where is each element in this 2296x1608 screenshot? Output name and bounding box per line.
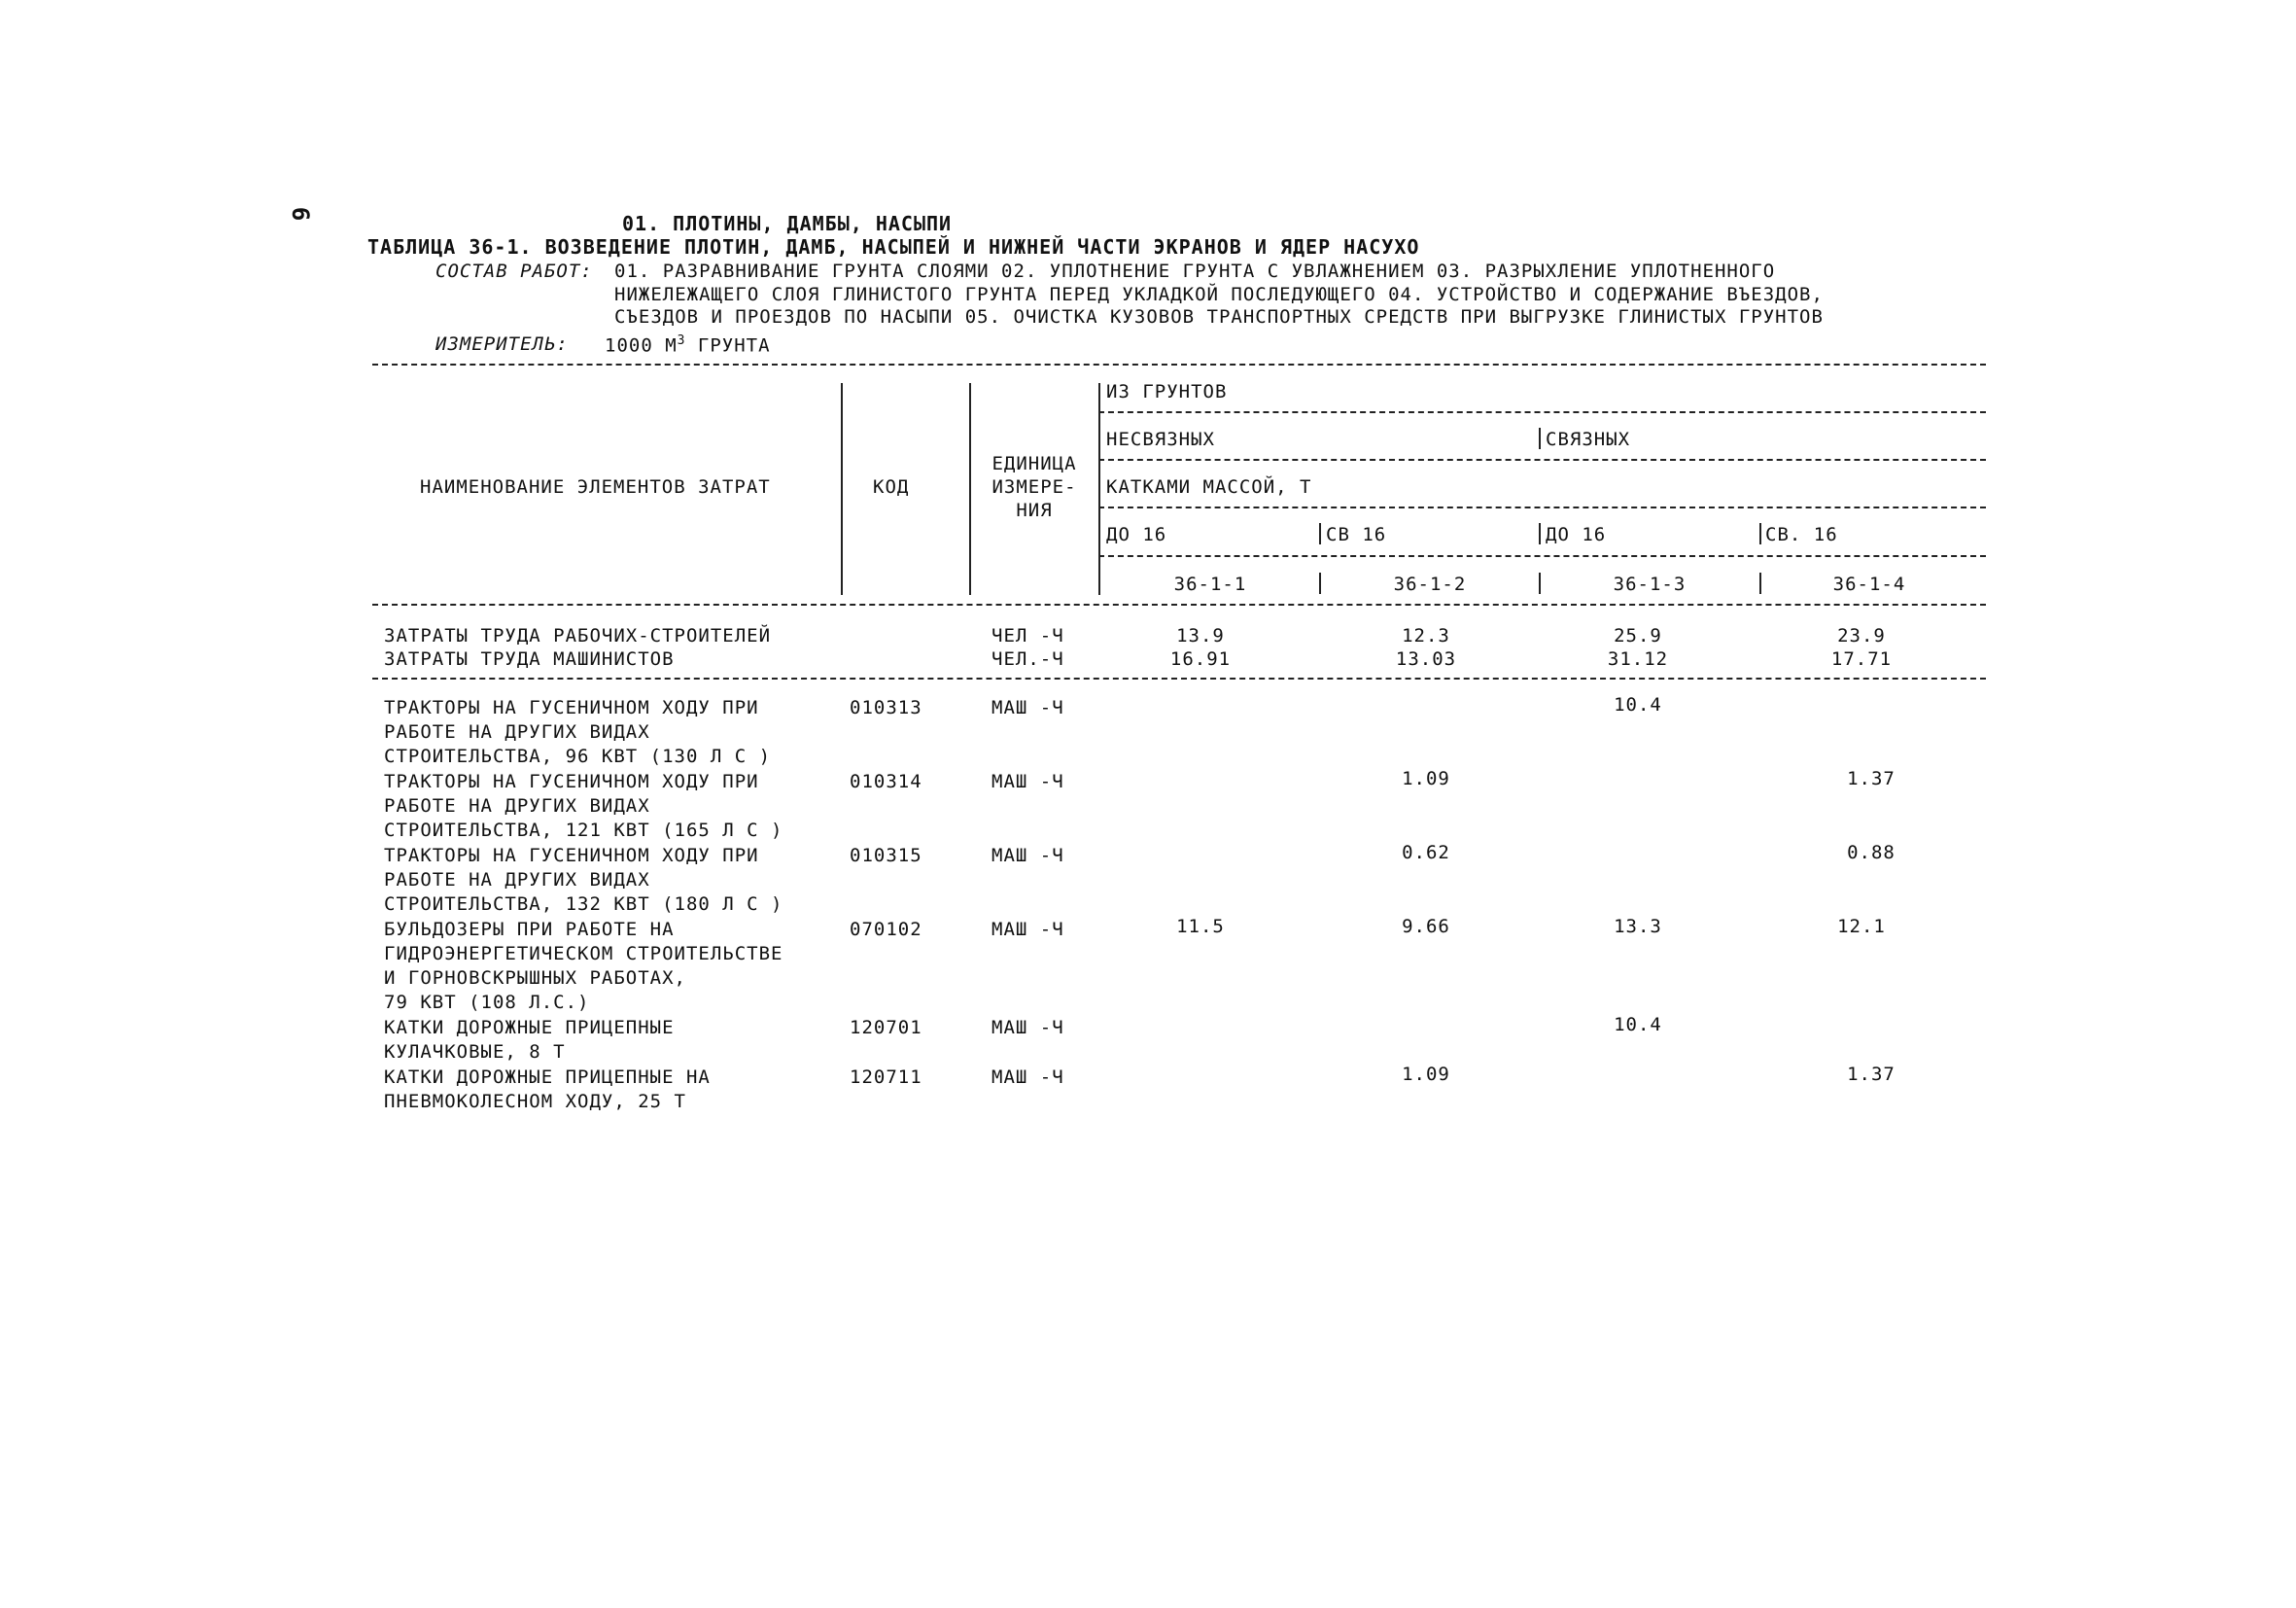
composition-line-1: 01. РАЗРАВНИВАНИЕ ГРУНТА СЛОЯМИ 02. УПЛОТНЕНИЕ ГРУНТА С УВЛАЖНЕНИЕМ 03. РАЗРЫХЛЕНИЕ УПЛОТНЕННОГО <box>614 261 1776 282</box>
machine-value: 10.4 <box>1614 1014 1662 1035</box>
machine-name-line: 79 КВТ (108 Л.С.) <box>384 992 590 1013</box>
header-rollers: КАТКАМИ МАССОЙ, Т <box>1106 476 1312 498</box>
header-bottom-rule <box>372 604 1986 606</box>
composition-label: СОСТАВ РАБОТ: <box>435 261 593 282</box>
machine-name-line: КАТКИ ДОРОЖНЫЕ ПРИЦЕПНЫЕ <box>384 1017 675 1038</box>
machine-code: 070102 <box>850 919 922 940</box>
labor-row-value: 13.9 <box>1176 625 1225 647</box>
code-divider-col4 <box>1759 573 1761 594</box>
header-mass-range-3: ДО 16 <box>1546 524 1607 545</box>
header-code-column: КОД <box>873 476 910 498</box>
machine-value: 12.1 <box>1837 916 1886 937</box>
header-divider-col4 <box>1759 523 1761 544</box>
labor-row-unit: ЧЕЛ -Ч <box>991 625 1064 647</box>
machine-name-line: БУЛЬДОЗЕРЫ ПРИ РАБОТЕ НА <box>384 919 675 940</box>
labor-row-value: 31.12 <box>1607 648 1669 670</box>
labor-row-name: ЗАТРАТЫ ТРУДА МАШИНИСТОВ <box>384 648 675 670</box>
machine-name-line: ПНЕВМОКОЛЕСНОМ ХОДУ, 25 Т <box>384 1091 686 1112</box>
machine-value: 1.09 <box>1402 768 1450 789</box>
measure-label: ИЗМЕРИТЕЛЬ: <box>435 333 569 355</box>
machine-code: 010315 <box>850 845 922 866</box>
machine-name-line: ГИДРОЭНЕРГЕТИЧЕСКОМ СТРОИТЕЛЬСТВЕ <box>384 943 783 964</box>
header-mass-range-1: ДО 16 <box>1106 524 1167 545</box>
machine-name-line: ТРАКТОРЫ НА ГУСЕНИЧНОМ ХОДУ ПРИ <box>384 771 759 792</box>
machine-value: 1.09 <box>1402 1064 1450 1085</box>
code-divider-col2 <box>1319 573 1321 594</box>
labor-row-unit: ЧЕЛ.-Ч <box>991 648 1064 670</box>
header-unit-line-2: ИЗМЕРЕ- <box>991 476 1077 498</box>
machine-unit: МАШ -Ч <box>991 845 1064 866</box>
measure-exponent: 3 <box>677 333 686 348</box>
header-code-1: 36-1-1 <box>1173 574 1247 595</box>
machine-value: 1.37 <box>1847 1064 1896 1085</box>
page-number: 6 <box>287 206 315 222</box>
machine-value: 9.66 <box>1402 916 1450 937</box>
header-rule-1 <box>1098 411 1986 413</box>
machine-code: 010313 <box>850 697 922 718</box>
machine-name-line: РАБОТЕ НА ДРУГИХ ВИДАХ <box>384 869 650 891</box>
header-divider-unit-data <box>1098 383 1100 595</box>
labor-row-value: 12.3 <box>1402 625 1450 647</box>
machine-value: 13.3 <box>1614 916 1662 937</box>
machine-unit: МАШ -Ч <box>991 919 1064 940</box>
machine-value: 10.4 <box>1614 694 1662 716</box>
header-rule-3 <box>1098 507 1986 508</box>
machine-code: 120711 <box>850 1066 922 1088</box>
labor-row-value: 17.71 <box>1830 648 1893 670</box>
machine-name-line: СТРОИТЕЛЬСТВА, 132 КВТ (180 Л С ) <box>384 893 783 915</box>
header-divider-name-code <box>841 383 843 595</box>
code-divider-col3 <box>1539 573 1541 594</box>
header-cohesive: СВЯЗНЫХ <box>1546 429 1631 450</box>
machine-code: 010314 <box>850 771 922 792</box>
header-name-column: НАИМЕНОВАНИЕ ЭЛЕМЕНТОВ ЗАТРАТ <box>420 476 771 498</box>
machine-value: 0.62 <box>1402 842 1450 863</box>
header-mass-range-2: СВ 16 <box>1326 524 1387 545</box>
machine-unit: МАШ -Ч <box>991 697 1064 718</box>
machine-unit: МАШ -Ч <box>991 1017 1064 1038</box>
labor-row-value: 16.91 <box>1169 648 1232 670</box>
machine-name-line: КУЛАЧКОВЫЕ, 8 Т <box>384 1041 566 1063</box>
machine-value: 0.88 <box>1847 842 1896 863</box>
header-divider-cohesive <box>1539 428 1541 449</box>
machine-name-line: РАБОТЕ НА ДРУГИХ ВИДАХ <box>384 721 650 743</box>
machine-name-line: ТРАКТОРЫ НА ГУСЕНИЧНОМ ХОДУ ПРИ <box>384 697 759 718</box>
header-divider-col2 <box>1319 523 1321 544</box>
header-divider-code-unit <box>969 383 971 595</box>
header-code-3: 36-1-3 <box>1613 574 1687 595</box>
machine-unit: МАШ -Ч <box>991 771 1064 792</box>
section-title: 01. ПЛОТИНЫ, ДАМБЫ, НАСЫПИ <box>622 212 953 235</box>
header-mass-range-4: СВ. 16 <box>1765 524 1838 545</box>
table-top-rule <box>372 364 1986 366</box>
header-unit-line-3: НИЯ <box>1016 500 1053 521</box>
machine-value: 1.37 <box>1847 768 1896 789</box>
machine-name-line: СТРОИТЕЛЬСТВА, 96 КВТ (130 Л С ) <box>384 746 772 767</box>
labor-row-value: 13.03 <box>1395 648 1457 670</box>
machine-name-line: И ГОРНОВСКРЫШНЫХ РАБОТАХ, <box>384 967 686 989</box>
composition-line-3: СЪЕЗДОВ И ПРОЕЗДОВ ПО НАСЫПИ 05. ОЧИСТКА КУЗОВОВ ТРАНСПОРТНЫХ СРЕДСТВ ПРИ ВЫГРУЗКЕ ГЛИНИСТЫХ ГРУНТОВ <box>614 306 1824 328</box>
machine-unit: МАШ -Ч <box>991 1066 1064 1088</box>
labor-row-name: ЗАТРАТЫ ТРУДА РАБОЧИХ-СТРОИТЕЛЕЙ <box>384 625 772 647</box>
composition-line-2: НИЖЕЛЕЖАЩЕГО СЛОЯ ГЛИНИСТОГО ГРУНТА ПЕРЕД УКЛАДКОЙ ПОСЛЕДУЮЩЕГО 04. УСТРОЙСТВО И СОДЕРЖАНИЕ ВЪЕЗДОВ, <box>614 284 1824 305</box>
header-rule-2 <box>1098 459 1986 461</box>
machine-value: 11.5 <box>1176 916 1225 937</box>
labor-bottom-rule <box>372 678 1986 680</box>
machine-name-line: СТРОИТЕЛЬСТВА, 121 КВТ (165 Л С ) <box>384 820 783 841</box>
header-unit-line-1: ЕДИНИЦА <box>991 453 1077 474</box>
machine-name-line: КАТКИ ДОРОЖНЫЕ ПРИЦЕПНЫЕ НА <box>384 1066 711 1088</box>
measure-amount: 1000 М <box>605 334 678 357</box>
labor-row-value: 23.9 <box>1837 625 1886 647</box>
labor-row-value: 25.9 <box>1614 625 1662 647</box>
measure-unit: ГРУНТА <box>685 334 771 357</box>
header-from-soils: ИЗ ГРУНТОВ <box>1106 381 1228 402</box>
table-title: ТАБЛИЦА 36-1. ВОЗВЕДЕНИЕ ПЛОТИН, ДАМБ, НАСЫПЕЙ И НИЖНЕЙ ЧАСТИ ЭКРАНОВ И ЯДЕР НАСУХО <box>367 235 1420 259</box>
measure-value <box>605 333 771 356</box>
header-divider-col3 <box>1539 523 1541 544</box>
header-rule-4 <box>1098 555 1986 557</box>
header-code-4: 36-1-4 <box>1832 574 1906 595</box>
machine-name-line: РАБОТЕ НА ДРУГИХ ВИДАХ <box>384 795 650 817</box>
header-code-2: 36-1-2 <box>1393 574 1467 595</box>
machine-code: 120701 <box>850 1017 922 1038</box>
header-noncohesive: НЕСВЯЗНЫХ <box>1106 429 1215 450</box>
machine-name-line: ТРАКТОРЫ НА ГУСЕНИЧНОМ ХОДУ ПРИ <box>384 845 759 866</box>
